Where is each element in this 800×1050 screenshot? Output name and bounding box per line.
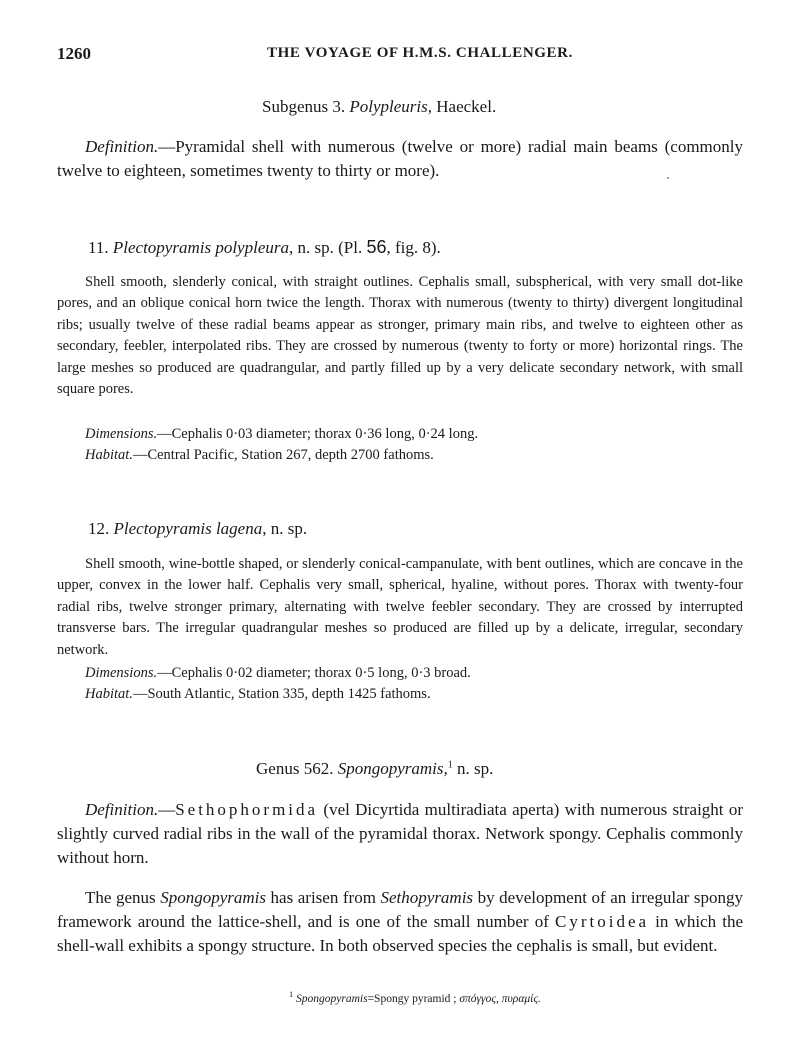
- group-name: Cyrtoidea: [555, 912, 650, 931]
- subgenus-name: Polypleuris: [349, 97, 428, 116]
- definition-label: Definition.: [85, 800, 159, 819]
- genus-name-ref: Sethopyramis: [380, 888, 474, 907]
- paragraph-text: The genus: [85, 888, 161, 907]
- footnote: [0, 990, 800, 1005]
- speck: [667, 177, 669, 179]
- dimensions-text: —Cephalis 0·02 diameter; thorax 0·5 long, 0·3 broad.: [157, 665, 471, 681]
- genus-name: Spongopyramis,: [337, 759, 448, 778]
- species-12-rest: , n. sp.: [262, 519, 308, 538]
- genus-name-ref: Spongopyramis: [160, 888, 266, 907]
- definition-label: Definition.: [85, 137, 159, 156]
- species-11-rest-a: , n. sp. (Pl.: [288, 238, 367, 257]
- genus-footnote-mark: 1: [447, 759, 453, 771]
- genus-heading: [256, 759, 493, 779]
- paragraph-text: in which the shell-wall exhibits a spongy structure. In both observed species the cephalis is small, but evident.: [57, 912, 743, 955]
- species-11-description: Shell smooth, slenderly conical, with straight outlines. Cephalis small, subspherical, with very small dot-like pores, and an oblique conical horn twice the length. Thorax with numerous (twenty to thirty) divergent longitudinal ribs; usually twelve of these radial beams appear as stronger, primary main ribs, and twelve to eighteen other as secondary, feebler, interpolated ribs. They are crossed by numerous (twenty to forty or more) horizontal rings. The large meshes so produced are quadrangular, and partly filled up by a very delicate secondary network, with small square pores.: [57, 274, 743, 398]
- species-12-name: Plectopyramis lagena: [113, 519, 263, 538]
- definition-text: (vel Dicyrtida multiradiata aperta) with numerous straight or slightly curved radial ribs in the wall of the pyramidal thorax. Network spongy. Cephalis commonly without horn.: [57, 800, 743, 867]
- species-12-dimensions: [85, 663, 471, 684]
- dimensions-label: Dimensions.: [85, 665, 158, 681]
- page-number: 1260: [57, 44, 91, 63]
- paragraph-text: has arisen from: [265, 888, 381, 907]
- subgenus-definition: [57, 135, 743, 183]
- dimensions-label: Dimensions.: [85, 426, 158, 442]
- species-12-heading: [88, 519, 307, 539]
- habitat-text: —South Atlantic, Station 335, depth 1425 fathoms.: [132, 686, 431, 702]
- species-12-habitat: [85, 684, 431, 705]
- species-11-heading: [88, 237, 441, 258]
- genus-paragraph: [57, 886, 743, 958]
- definition-dash: —: [158, 800, 176, 819]
- habitat-label: Habitat.: [85, 447, 133, 463]
- genus-definition: [57, 798, 743, 870]
- running-title: THE VOYAGE OF H.M.S. CHALLENGER.: [267, 45, 573, 61]
- habitat-label: Habitat.: [85, 686, 133, 702]
- species-12-description: Shell smooth, wine-bottle shaped, or slenderly conical-campanulate, with bent outlines, which are concave in the upper, convex in the lower half. Cephalis very small, spherical, hyaline, without pores. Thorax with twenty-four radial ribs, twelve stronger primary, alternating with twelve feebler secondary. They are crossed by interrupted transverse bars. The irregular quadrangular meshes so produced are filled up by a delicate, irregular, secondary network.: [57, 556, 743, 658]
- species-11-plate: 56: [366, 237, 387, 257]
- genus-label: Genus 562.: [256, 759, 334, 778]
- species-11-habitat: [85, 445, 434, 466]
- family-name: Sethophormida: [175, 800, 319, 819]
- footnote-term: Spongopyramis: [296, 992, 368, 1005]
- species-11-name: Plectopyramis polypleura: [112, 238, 289, 257]
- subgenus-heading: [262, 97, 496, 117]
- footnote-text: =Spongy pyramid ;: [367, 992, 460, 1005]
- footnote-mark: 1: [289, 990, 294, 999]
- habitat-text: —Central Pacific, Station 267, depth 2700 fathoms.: [132, 447, 434, 463]
- dimensions-text: —Cephalis 0·03 diameter; thorax 0·36 long, 0·24 long.: [157, 426, 479, 442]
- species-11-dimensions: [85, 424, 478, 445]
- subgenus-author: , Haeckel.: [427, 97, 497, 116]
- footnote-greek: σπόγγος, πυραμίς.: [459, 992, 541, 1005]
- species-11-rest-b: , fig. 8).: [386, 238, 441, 257]
- paragraph-text: by development of an irregular spongy framework around the lattice-shell, and is one of the small number of: [57, 888, 743, 931]
- definition-text: —Pyramidal shell with numerous (twelve or more) radial main beams (commonly twelve to eighteen, sometimes twenty to thirty or more).: [57, 137, 743, 180]
- genus-rest: n. sp.: [452, 759, 494, 778]
- species-12-number: 12.: [88, 519, 110, 538]
- subgenus-label: Subgenus 3.: [262, 97, 346, 116]
- species-11-number: 11.: [88, 238, 109, 257]
